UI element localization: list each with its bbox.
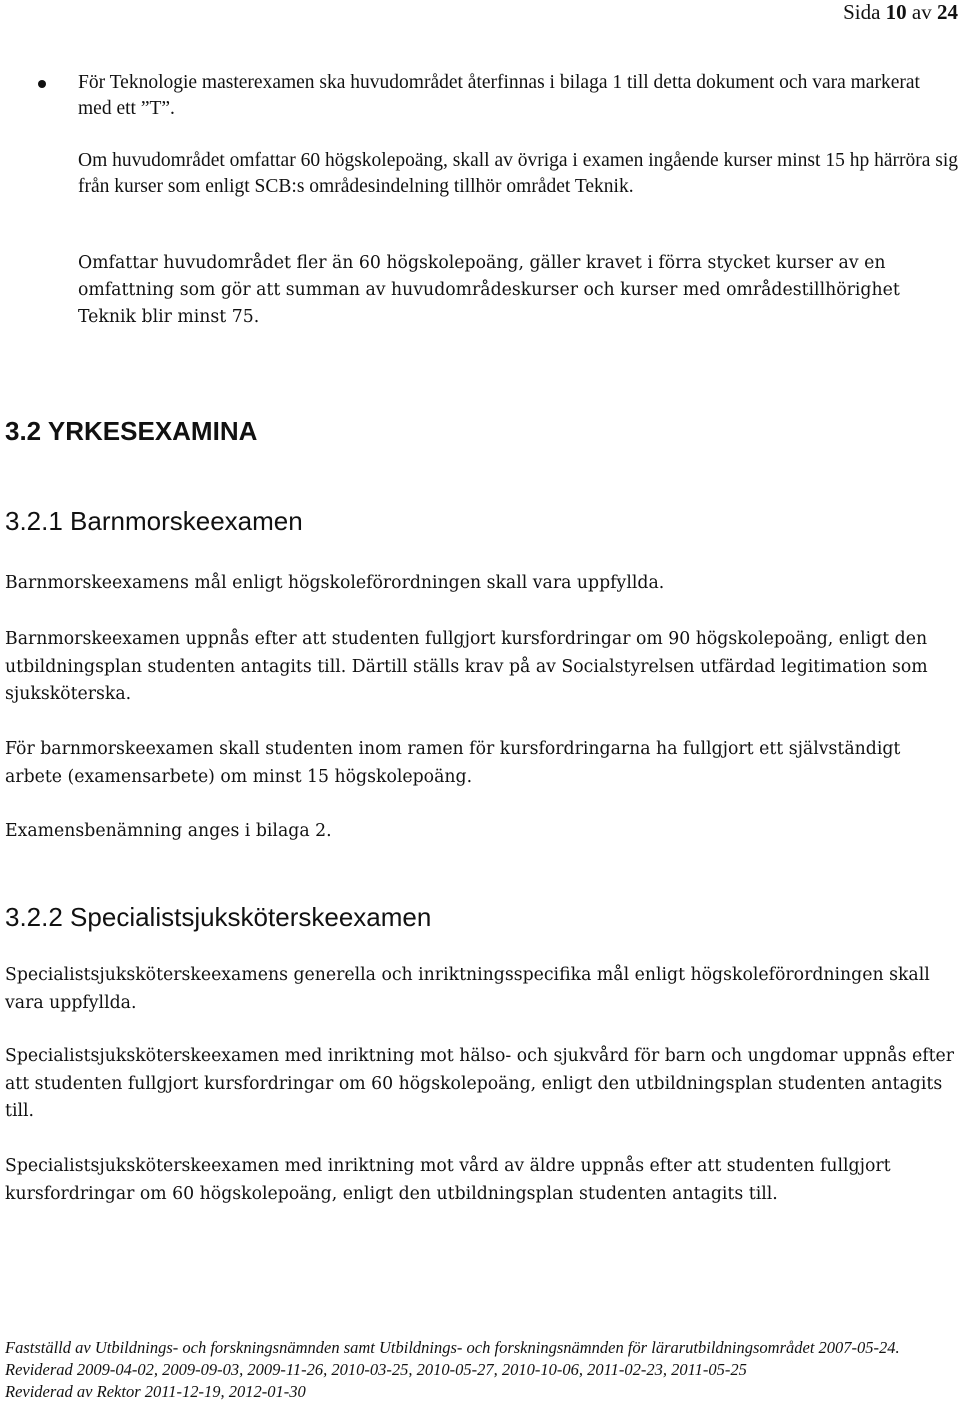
page-of: av (911, 0, 932, 24)
paragraph-barnmorske-title: Examensbenämning anges i bilaga 2. (5, 821, 332, 841)
section-heading-3-2-1: 3.2.1 Barnmorskeexamen (5, 506, 303, 536)
paragraph-specialist-goals: Specialistsjuksköterskeexamens generella och inriktningsspecifika mål enligt högskoleförordningen skall vara uppfyllda. (5, 965, 930, 1013)
paragraph-barnmorske-requirements: Barnmorskeexamen uppnås efter att studenten fullgjort kursfordringar om 90 högskolepoäng, enligt den utbildningsplan studenten antagits till. Därtill ställs krav på av Socialstyrelsen utfärdad legitimation som sjuksköterska. (5, 629, 928, 704)
page-label: Sida (843, 0, 881, 24)
paragraph-main-area-60: Om huvudområdet omfattar 60 högskolepoäng, skall av övriga i examen ingående kurser minst 15 hp härröra sig från kurser som enligt SCB:s områdesindelning tillhör området Teknik. (78, 150, 958, 197)
paragraph-main-area-more: Omfattar huvudområdet fler än 60 högskolepoäng, gäller kravet i förra stycket kurser av en omfattning som gör att summan av huvudområdeskurser och kurser med områdestillhörighet Teknik blir minst 75. (78, 253, 900, 327)
page-number (843, 0, 958, 24)
footer-revised: Reviderad 2009-04-02, 2009-09-03, 2009-11-26, 2010-03-25, 2010-05-27, 2010-10-06, 2011-02-23, 2011-05-25 (5, 1360, 747, 1379)
page-current: 10 (885, 0, 907, 24)
footer-revised-rector: Reviderad av Rektor 2011-12-19, 2012-01-30 (5, 1382, 306, 1401)
paragraph-barnmorske-thesis: För barnmorskeexamen skall studenten inom ramen för kursfordringarna ha fullgjort ett självständigt arbete (examensarbete) om minst 15 högskolepoäng. (5, 739, 901, 787)
page-total: 24 (937, 0, 958, 24)
paragraph-specialist-elderly: Specialistsjuksköterskeexamen med inriktning mot vård av äldre uppnås efter att studenten fullgjort kursfordringar om 60 högskolepoäng, enligt den utbildningsplan studenten antagits till. (5, 1156, 891, 1204)
bullet-text: För Teknologie masterexamen ska huvudområdet återfinnas i bilaga 1 till detta dokument och vara markerat med ett ”T”. (78, 72, 920, 119)
footer-established: Fastställd av Utbildnings- och forskningsnämnden samt Utbildnings- och forskningsnämnden för lärarutbildningsområdet 2007-05-24. (5, 1338, 900, 1357)
section-heading-3-2: 3.2 YRKESEXAMINA (5, 416, 258, 446)
section-heading-3-2-2: 3.2.2 Specialistsjuksköterskeexamen (5, 902, 432, 932)
paragraph-specialist-children: Specialistsjuksköterskeexamen med inriktning mot hälso- och sjukvård för barn och ungdomar uppnås efter att studenten fullgjort kursfordringar om 60 högskolepoäng, enligt den utbildningsplan studenten antagits till. (5, 1046, 955, 1121)
bullet-dot-icon (38, 80, 46, 88)
paragraph-barnmorske-goals: Barnmorskeexamens mål enligt högskoleförordningen skall vara uppfyllda. (5, 573, 665, 593)
